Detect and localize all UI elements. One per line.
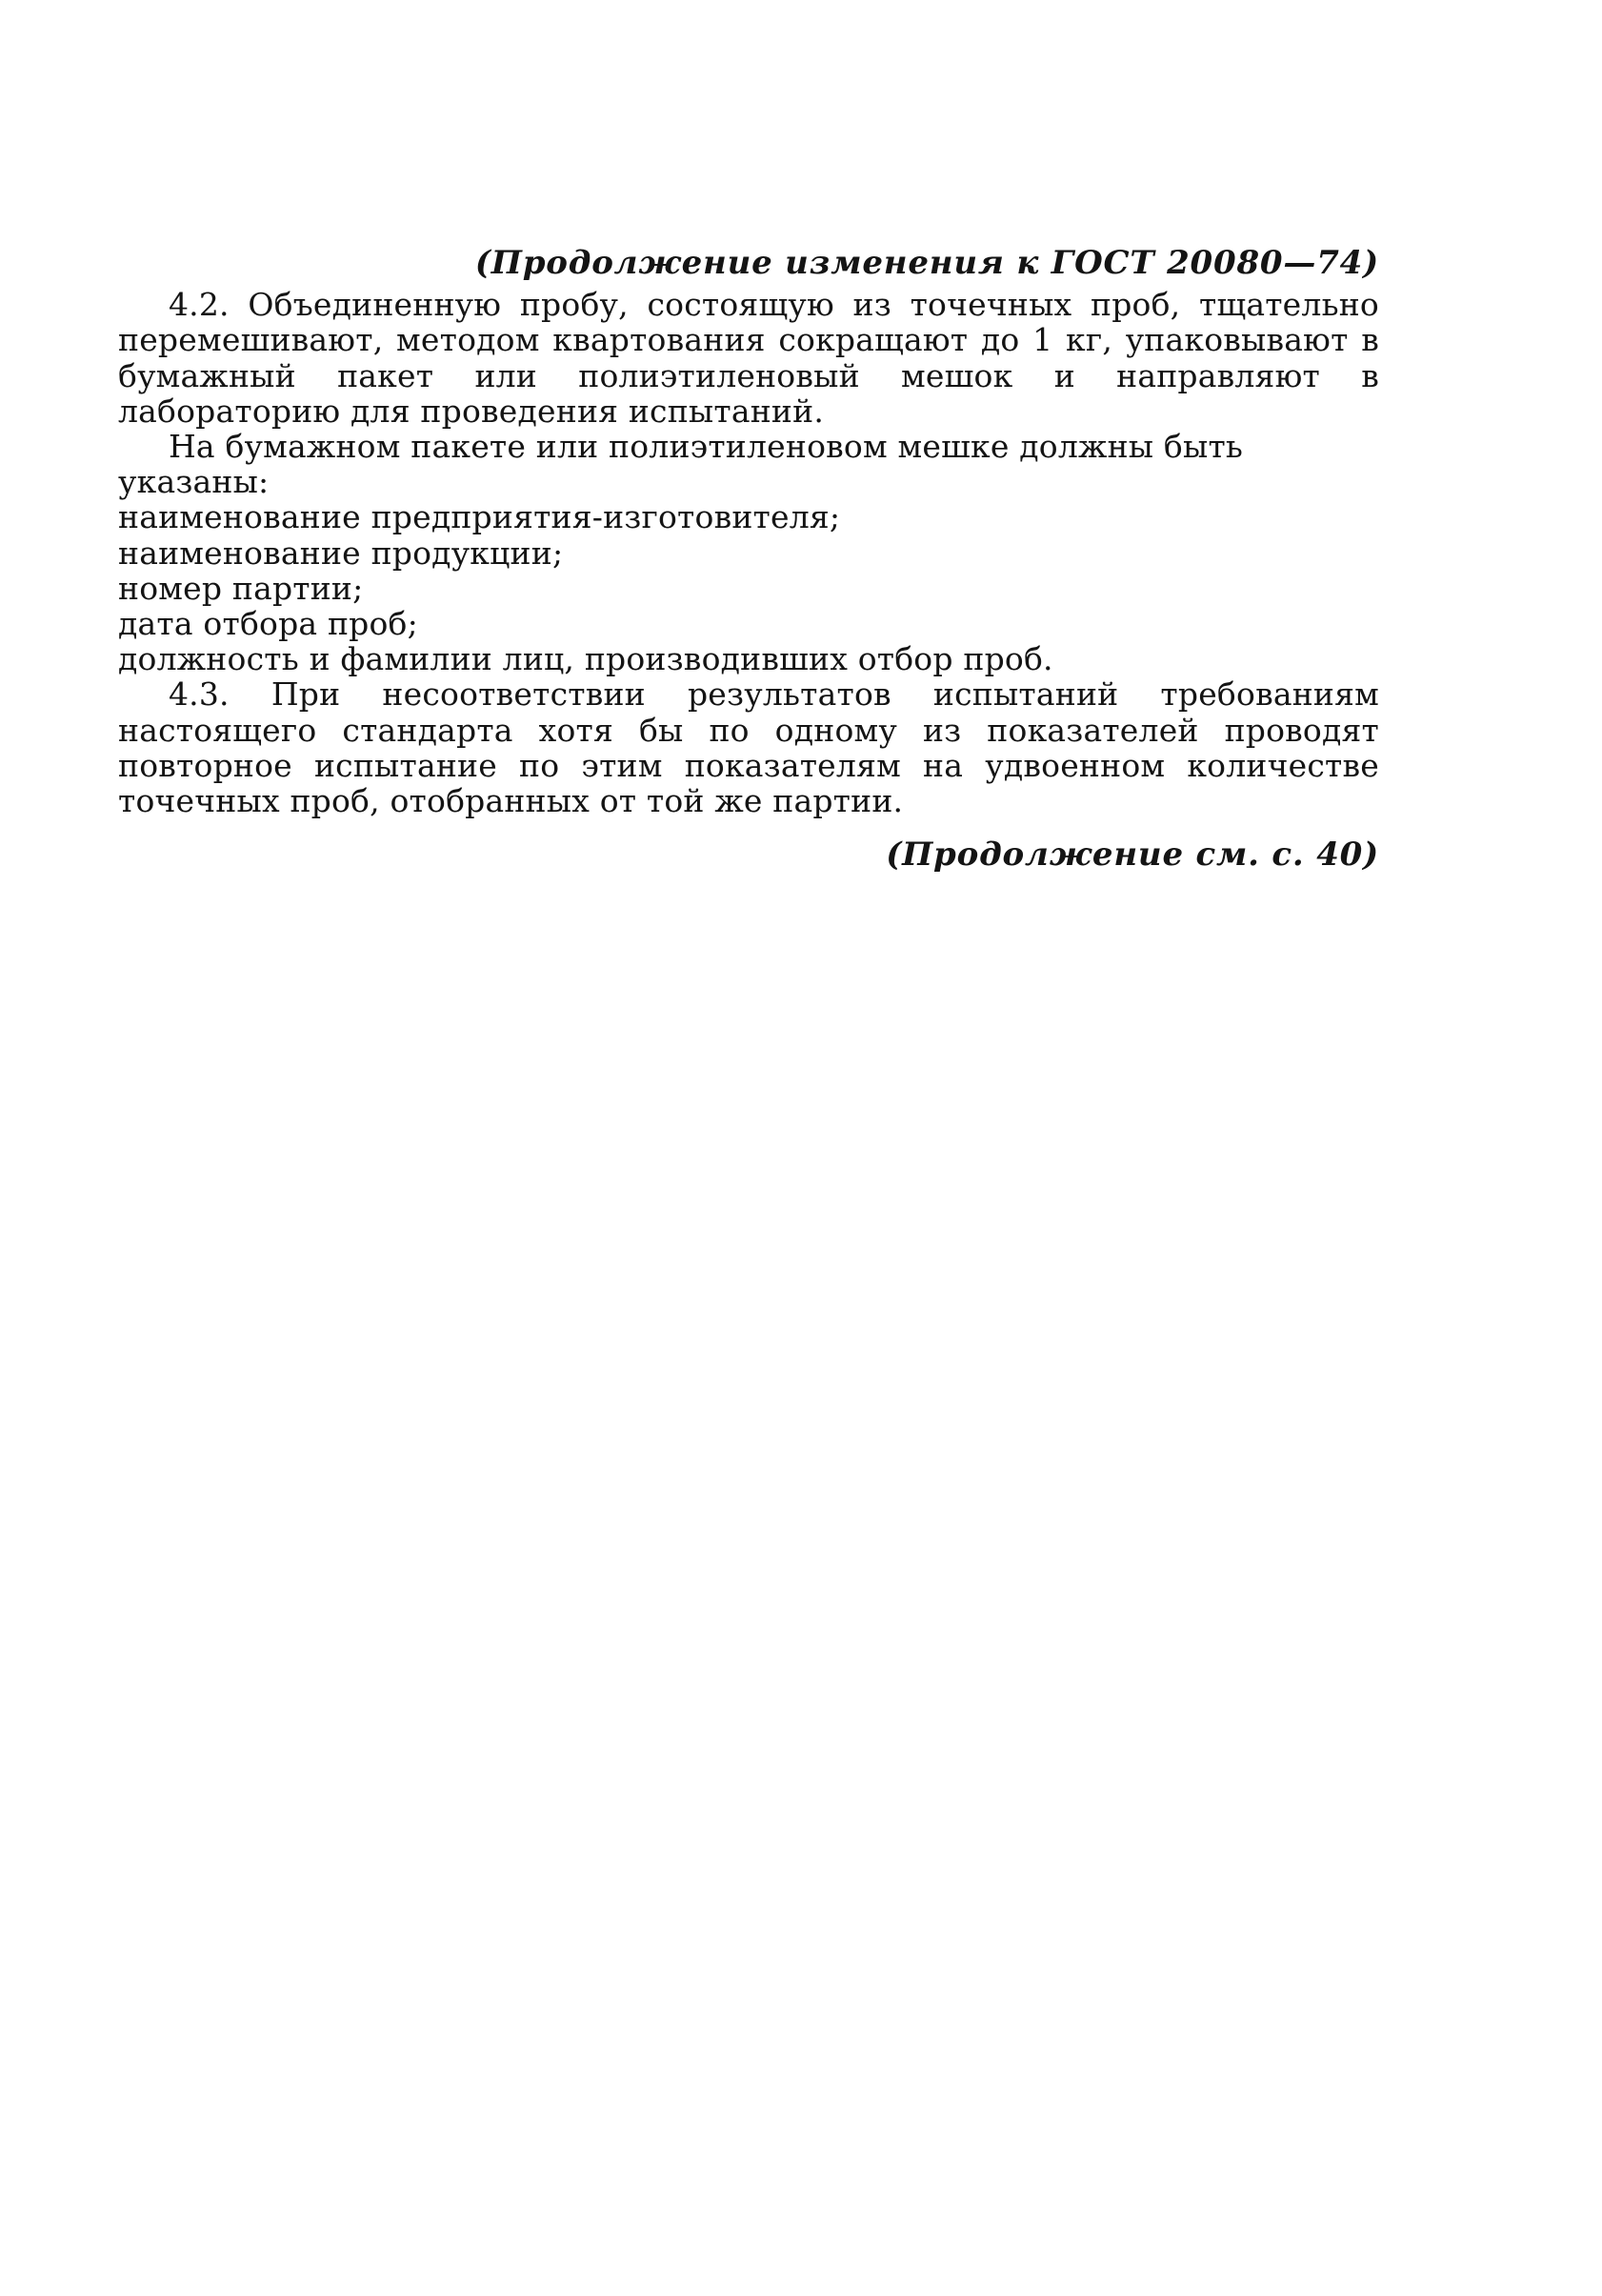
label-intro: На бумажном пакете или полиэтиленовом мешке должны быть указаны:	[118, 428, 1244, 501]
label-item-responsible-persons: должность и фамилии лиц, производивших отбор проб.	[118, 640, 1053, 678]
continuation-footer: (Продолжение см. с. 40)	[886, 836, 1379, 875]
label-item-sampling-date: дата отбора проб;	[118, 605, 418, 643]
label-item-manufacturer: наименование предприятия-изготовителя;	[118, 498, 841, 536]
label-item-batch: номер партии;	[118, 569, 364, 607]
paragraph-4-3: 4.3. При несоответствии результатов испытаний требованиям настоящего стандарта хотя бы по одному из показателей проводят повторное испытание по этим показателям на удвоенном количестве точечных проб, отобранных от той же партии.	[118, 675, 1379, 820]
label-item-product: наименование продукции;	[118, 534, 564, 572]
paragraph-4-2: 4.2. Объединенную пробу, состоящую из точечных проб, тщательно перемешивают, методом квартования сокращают до 1 кг, упаковывают в бумажный пакет или полиэтиленовый мешок и направляют в лабораторию для проведения испытаний.	[118, 286, 1379, 430]
document-text-block	[118, 246, 1379, 873]
continuation-header: (Продолжение изменения к ГОСТ 20080—74)	[474, 244, 1379, 282]
